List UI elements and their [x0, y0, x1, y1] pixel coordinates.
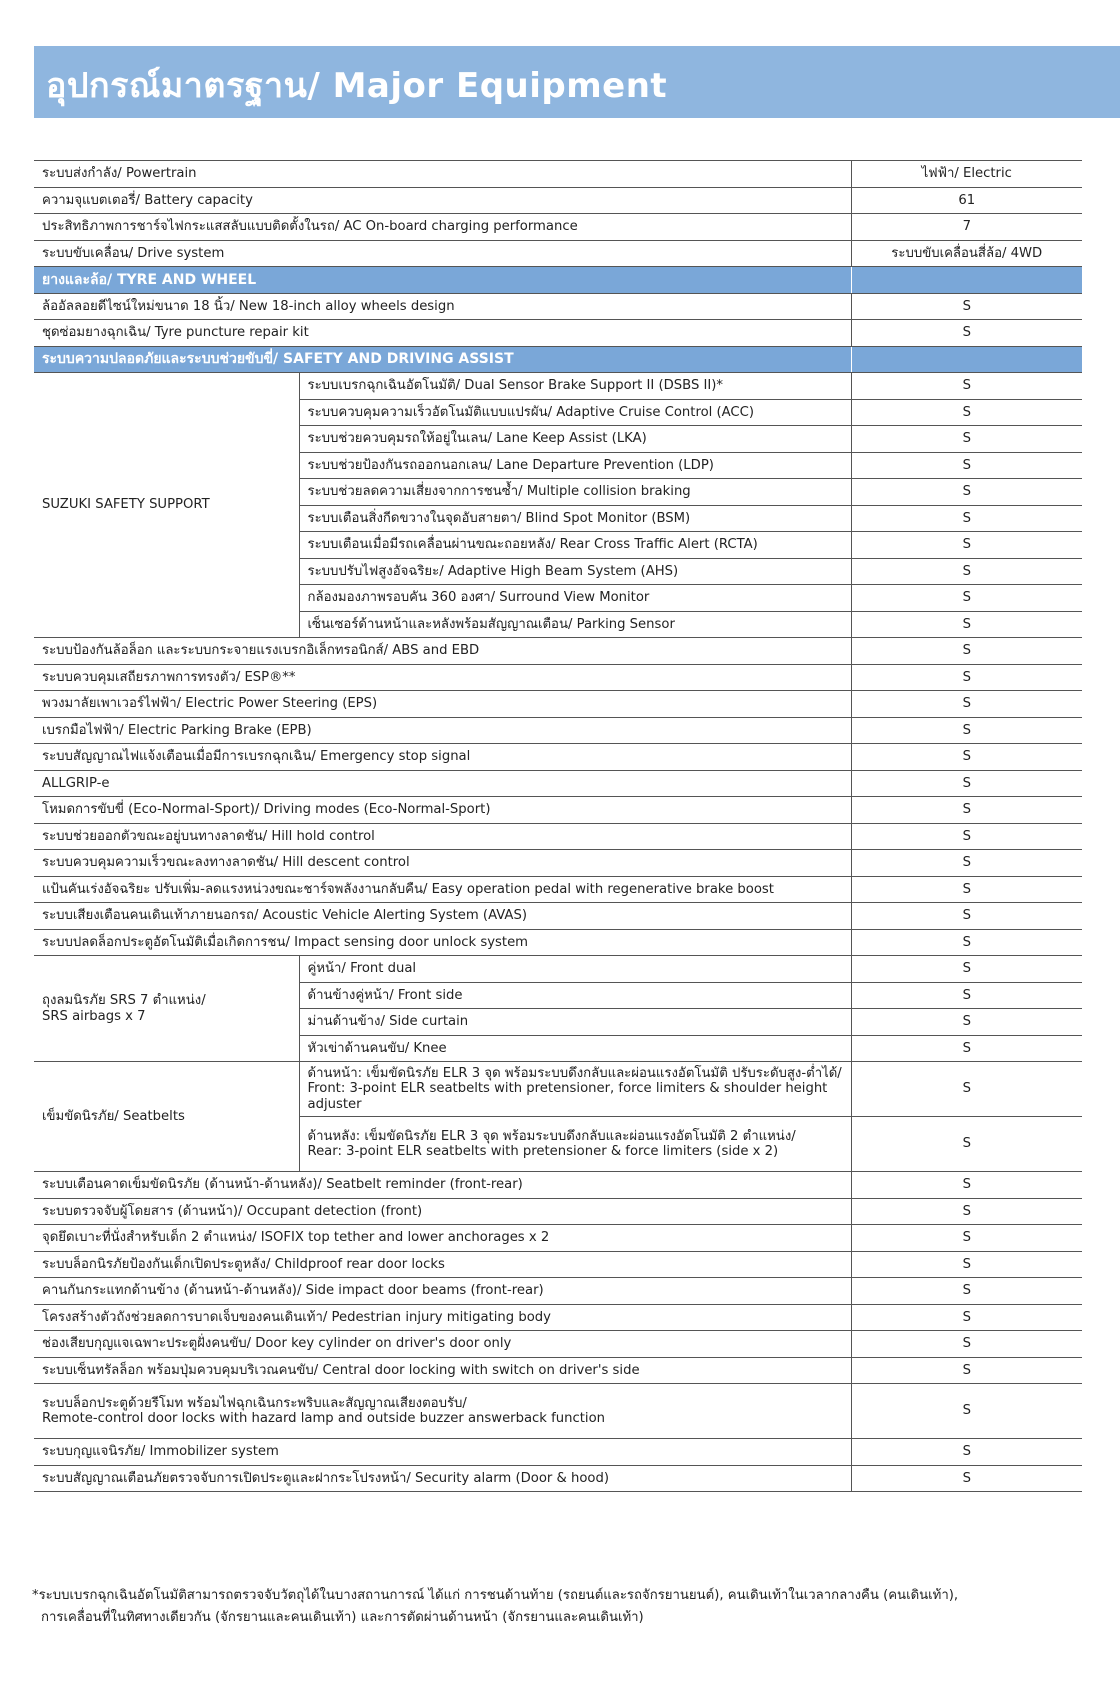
equipment-table [34, 160, 1082, 1492]
item-label: ความจุแบตเตอรี่/ Battery capacity [34, 187, 851, 214]
table-row [34, 1357, 1082, 1384]
item-label: ระบบป้องกันล้อล็อก และระบบกระจายแรงเบรกอิเล็กทรอนิกส์/ ABS and EBD [34, 638, 851, 665]
item-label: ระบบควบคุมเสถียรภาพการทรงตัว/ ESP®** [34, 664, 851, 691]
item-label: พวงมาลัยเพาเวอร์ไฟฟ้า/ Electric Power Steering (EPS) [34, 691, 851, 718]
item-value: S [851, 1439, 1082, 1466]
sub-item-label: ระบบปรับไฟสูงอัจฉริยะ/ Adaptive High Beam System (AHS) [299, 558, 851, 585]
item-value: S [851, 479, 1082, 506]
item-value: S [851, 1465, 1082, 1492]
item-label: ระบบช่วยออกตัวขณะอยู่บนทางลาดชัน/ Hill hold control [34, 823, 851, 850]
item-value: S [851, 1225, 1082, 1252]
sub-item-label: ระบบช่วยลดความเสี่ยงจากการชนซ้ำ/ Multiple collision braking [299, 479, 851, 506]
item-value: S [851, 770, 1082, 797]
label-line: ด้านหน้า: เข็มขัดนิรภัย ELR 3 จุด พร้อมระบบดึงกลับและผ่อนแรงอัตโนมัติ ปรับระดับสูง-ต่ำได้/ [307, 1066, 842, 1082]
footnote-line: การเคลื่อนที่ในทิศทางเดียวกัน (จักรยานและคนเดินเท้า) และการตัดผ่านด้านหน้า (จักรยานและคนเดินเท้า) [41, 1609, 644, 1625]
item-label: ประสิทธิภาพการชาร์จไฟกระแสสลับแบบติดตั้งในรถ/ AC On-board charging performance [34, 214, 851, 241]
sub-item-label [299, 1062, 851, 1117]
page-title: อุปกรณ์มาตรฐาน/ Major Equipment [46, 66, 668, 106]
section-title: ยางและล้อ/ TYRE AND WHEEL [34, 267, 851, 294]
label-line: SRS airbags x 7 [42, 1008, 146, 1024]
item-label: ระบบล็อกนิรภัยป้องกันเด็กเปิดประตูหลัง/ Childproof rear door locks [34, 1251, 851, 1278]
item-value: S [851, 1384, 1082, 1439]
table-row [34, 1198, 1082, 1225]
table-row [34, 664, 1082, 691]
item-value: S [851, 1357, 1082, 1384]
group-label: เข็มขัดนิรภัย/ Seatbelts [34, 1062, 299, 1172]
table-row [34, 1225, 1082, 1252]
item-value: S [851, 558, 1082, 585]
footnote [32, 1585, 1102, 1629]
item-label: ชุดซ่อมยางฉุกเฉิน/ Tyre puncture repair kit [34, 320, 851, 347]
item-value: S [851, 1009, 1082, 1036]
item-value: S [851, 956, 1082, 983]
item-value: S [851, 532, 1082, 559]
section-value-cell [851, 346, 1082, 373]
sub-item-label: ระบบเตือนเมื่อมีรถเคลื่อนผ่านขณะถอยหลัง/ Rear Cross Traffic Alert (RCTA) [299, 532, 851, 559]
sub-item-label: หัวเข่าด้านคนขับ/ Knee [299, 1035, 851, 1062]
item-label: ระบบเสียงเตือนคนเดินเท้าภายนอกรถ/ Acoustic Vehicle Alerting System (AVAS) [34, 903, 851, 930]
table-row [34, 240, 1082, 267]
item-value: S [851, 691, 1082, 718]
item-value: S [851, 399, 1082, 426]
item-value: S [851, 1062, 1082, 1117]
table-row [34, 638, 1082, 665]
title-banner [34, 46, 1120, 118]
label-line: ด้านหลัง: เข็มขัดนิรภัย ELR 3 จุด พร้อมระบบดึงกลับและผ่อนแรงอัตโนมัติ 2 ตำแหน่ง/ [307, 1128, 796, 1144]
item-value: 61 [851, 187, 1082, 214]
item-label: เบรกมือไฟฟ้า/ Electric Parking Brake (EPB) [34, 717, 851, 744]
table-row [34, 214, 1082, 241]
sub-item-label: ระบบควบคุมความเร็วอัตโนมัติแบบแปรผัน/ Adaptive Cruise Control (ACC) [299, 399, 851, 426]
table-row [34, 1331, 1082, 1358]
item-label: ระบบปลดล็อกประตูอัตโนมัติเมื่อเกิดการชน/ Impact sensing door unlock system [34, 929, 851, 956]
table-row [34, 903, 1082, 930]
sub-item-label: ม่านด้านข้าง/ Side curtain [299, 1009, 851, 1036]
item-label: ระบบส่งกำลัง/ Powertrain [34, 161, 851, 188]
table-row [34, 1384, 1082, 1439]
item-label: ระบบเซ็นทรัลล็อก พร้อมปุ่มควบคุมบริเวณคนขับ/ Central door locking with switch on driver's side [34, 1357, 851, 1384]
section-header [34, 346, 1082, 373]
item-label: ALLGRIP-e [34, 770, 851, 797]
label-line: ถุงลมนิรภัย SRS 7 ตำแหน่ง/ [42, 993, 206, 1009]
item-label: แป้นคันเร่งอัจฉริยะ ปรับเพิ่ม-ลดแรงหน่วงขณะชาร์จพลังงานกลับคืน/ Easy operation pedal with regenerative brake boost [34, 876, 851, 903]
section-title: ระบบความปลอดภัยและระบบช่วยขับขี่/ SAFETY AND DRIVING ASSIST [34, 346, 851, 373]
item-label: คานกันกระแทกด้านข้าง (ด้านหน้า-ด้านหลัง)/ Side impact door beams (front-rear) [34, 1278, 851, 1305]
group-label [34, 956, 299, 1062]
sub-item-label: ระบบช่วยควบคุมรถให้อยู่ในเลน/ Lane Keep Assist (LKA) [299, 426, 851, 453]
table-row [34, 797, 1082, 824]
item-value: S [851, 373, 1082, 400]
item-value: ระบบขับเคลื่อนสี่ล้อ/ 4WD [851, 240, 1082, 267]
sub-item-label: คู่หน้า/ Front dual [299, 956, 851, 983]
table-row [34, 161, 1082, 188]
item-value: S [851, 1198, 1082, 1225]
item-value: S [851, 797, 1082, 824]
group-label: SUZUKI SAFETY SUPPORT [34, 373, 299, 638]
item-label: ระบบกุญแจนิรภัย/ Immobilizer system [34, 1439, 851, 1466]
item-value: S [851, 426, 1082, 453]
item-value: S [851, 1278, 1082, 1305]
table-row [34, 1465, 1082, 1492]
item-value: S [851, 1172, 1082, 1199]
table-row [34, 744, 1082, 771]
item-label: ระบบขับเคลื่อน/ Drive system [34, 240, 851, 267]
table-row [34, 1251, 1082, 1278]
item-value: S [851, 638, 1082, 665]
sub-item-label [299, 1117, 851, 1172]
table-row [34, 320, 1082, 347]
item-label: ระบบตรวจจับผู้โดยสาร (ด้านหน้า)/ Occupant detection (front) [34, 1198, 851, 1225]
label-line: Front: 3-point ELR seatbelts with pretensioner, force limiters & shoulder height adjuster [307, 1081, 828, 1112]
sub-item-label: ด้านข้างคู่หน้า/ Front side [299, 982, 851, 1009]
item-value: S [851, 850, 1082, 877]
item-value: S [851, 585, 1082, 612]
sub-item-label: ระบบช่วยป้องกันรถออกนอกเลน/ Lane Departure Prevention (LDP) [299, 452, 851, 479]
item-value: S [851, 293, 1082, 320]
table-row [34, 823, 1082, 850]
section-header [34, 267, 1082, 294]
table-row [34, 956, 1082, 983]
item-value: S [851, 1035, 1082, 1062]
item-value: S [851, 1251, 1082, 1278]
table-row [34, 770, 1082, 797]
item-label: ระบบสัญญาณไฟแจ้งเตือนเมื่อมีการเบรกฉุกเฉิน/ Emergency stop signal [34, 744, 851, 771]
table-row [34, 1172, 1082, 1199]
item-value: S [851, 664, 1082, 691]
table-row [34, 187, 1082, 214]
item-value: ไฟฟ้า/ Electric [851, 161, 1082, 188]
item-label: ระบบสัญญาณเตือนภัยตรวจจับการเปิดประตูและฝากระโปรงหน้า/ Security alarm (Door & hood) [34, 1465, 851, 1492]
sub-item-label: ระบบเบรกฉุกเฉินอัตโนมัติ/ Dual Sensor Brake Support II (DSBS II)* [299, 373, 851, 400]
item-value: S [851, 823, 1082, 850]
item-value: S [851, 744, 1082, 771]
item-value: S [851, 929, 1082, 956]
item-value: S [851, 505, 1082, 532]
item-value: 7 [851, 214, 1082, 241]
table-row [34, 293, 1082, 320]
table-row [34, 717, 1082, 744]
item-label: โหมดการขับขี่ (Eco-Normal-Sport)/ Driving modes (Eco-Normal-Sport) [34, 797, 851, 824]
item-label: ช่องเสียบกุญแจเฉพาะประตูฝั่งคนขับ/ Door key cylinder on driver's door only [34, 1331, 851, 1358]
sub-item-label: ระบบเตือนสิ่งกีดขวางในจุดอับสายตา/ Blind Spot Monitor (BSM) [299, 505, 851, 532]
item-label: ระบบควบคุมความเร็วขณะลงทางลาดชัน/ Hill descent control [34, 850, 851, 877]
table-row [34, 1304, 1082, 1331]
item-value: S [851, 717, 1082, 744]
item-value: S [851, 1331, 1082, 1358]
item-label [34, 1384, 851, 1439]
item-value: S [851, 611, 1082, 638]
table-row [34, 850, 1082, 877]
item-value: S [851, 320, 1082, 347]
label-line: Remote-control door locks with hazard lamp and outside buzzer answerback function [42, 1411, 606, 1426]
section-value-cell [851, 267, 1082, 294]
table-row [34, 1439, 1082, 1466]
table-row [34, 691, 1082, 718]
sub-item-label: เซ็นเซอร์ด้านหน้าและหลังพร้อมสัญญาณเตือน/ Parking Sensor [299, 611, 851, 638]
item-value: S [851, 903, 1082, 930]
footnote-line: *ระบบเบรกฉุกเฉินอัตโนมัติสามารถตรวจจับวัตถุได้ในบางสถานการณ์ ได้แก่ การชนด้านท้าย (รถยนต์และรถจักรยานยนต์), คนเดินเท้าในเวลากลางคืน (คนเดินเท้า), [32, 1588, 959, 1603]
sub-item-label: กล้องมองภาพรอบคัน 360 องศา/ Surround View Monitor [299, 585, 851, 612]
table-row [34, 1278, 1082, 1305]
item-value: S [851, 452, 1082, 479]
table-row [34, 373, 1082, 400]
table-row [34, 929, 1082, 956]
item-label: ล้ออัลลอยดีไซน์ใหม่ขนาด 18 นิ้ว/ New 18-inch alloy wheels design [34, 293, 851, 320]
table-row [34, 876, 1082, 903]
label-line: Rear: 3-point ELR seatbelts with pretensioner & force limiters (side x 2) [307, 1144, 779, 1159]
label-line: ระบบล็อกประตูด้วยรีโมท พร้อมไฟฉุกเฉินกระพริบและสัญญาณเสียงตอบรับ/ [42, 1395, 467, 1411]
table-row [34, 1062, 1082, 1117]
item-value: S [851, 1117, 1082, 1172]
item-label: โครงสร้างตัวถังช่วยลดการบาดเจ็บของคนเดินเท้า/ Pedestrian injury mitigating body [34, 1304, 851, 1331]
item-value: S [851, 982, 1082, 1009]
item-value: S [851, 876, 1082, 903]
item-label: จุดยึดเบาะที่นั่งสำหรับเด็ก 2 ตำแหน่ง/ ISOFIX top tether and lower anchorages x 2 [34, 1225, 851, 1252]
item-value: S [851, 1304, 1082, 1331]
item-label: ระบบเตือนคาดเข็มขัดนิรภัย (ด้านหน้า-ด้านหลัง)/ Seatbelt reminder (front-rear) [34, 1172, 851, 1199]
